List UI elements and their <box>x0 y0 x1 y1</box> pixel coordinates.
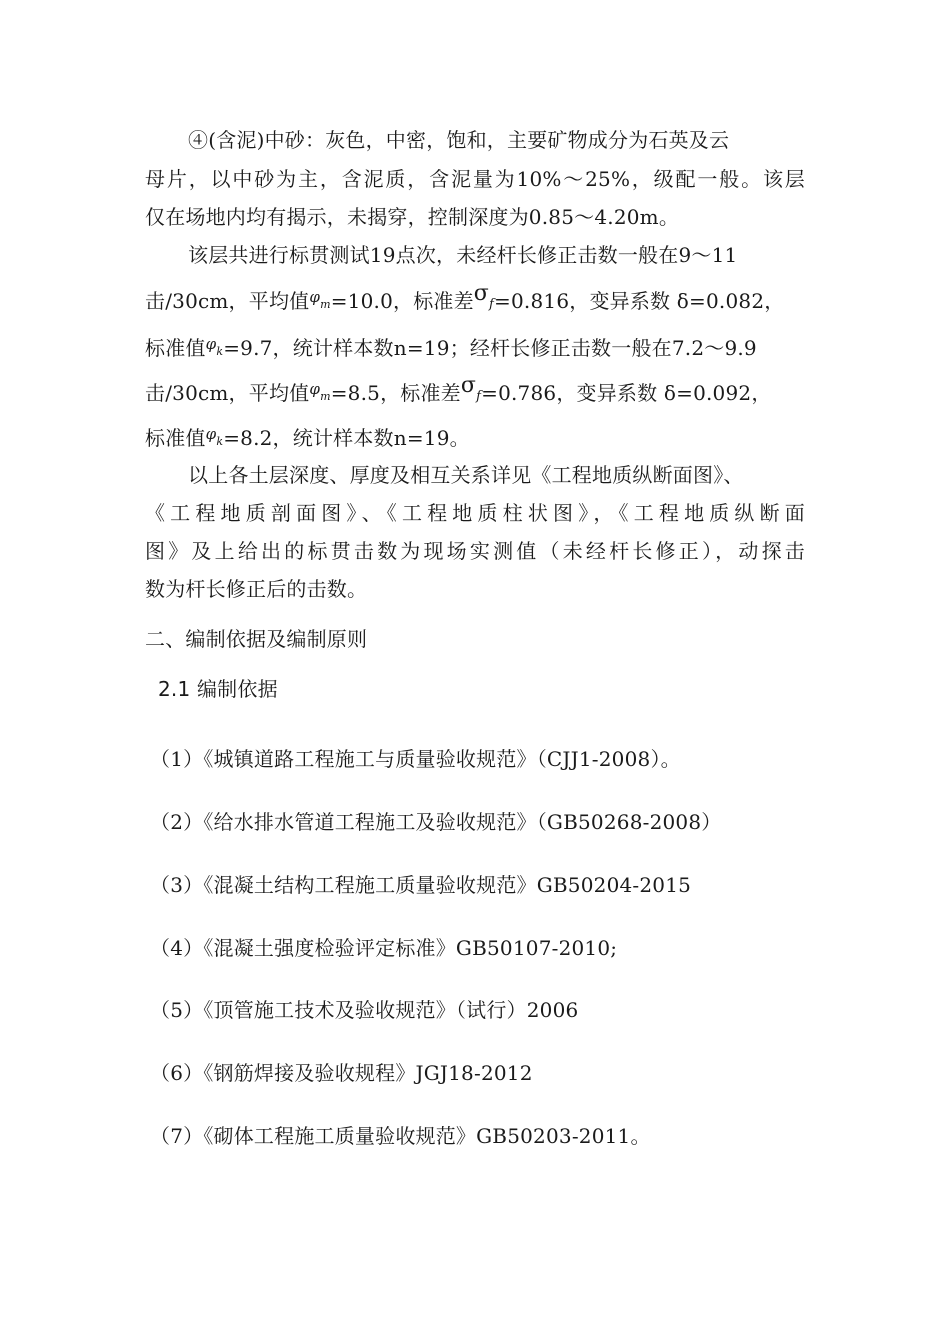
text-run: =8.5，标准差 <box>330 381 461 405</box>
subscript-m: m <box>320 298 331 311</box>
text-run: 标准值 <box>145 426 206 450</box>
reference-item: （2）《给水排水管道工程施工及验收规范》（GB50268-2008） <box>150 810 722 834</box>
sigma-symbol: σ <box>460 373 477 398</box>
reference-item: （6）《钢筋焊接及验收规程》JGJ18-2012 <box>150 1061 533 1085</box>
subscript-k: k <box>216 435 224 448</box>
paragraph-line: 仅在场地内均有揭示，未揭穿，控制深度为0.85～4.20m。 <box>145 205 680 229</box>
paragraph-line: 以上各土层深度、厚度及相互关系详见《工程地质纵断面图》、 <box>188 463 744 487</box>
paragraph-line: 图》及上给出的标贯击数为现场实测值（未经杆长修正），动探击 <box>145 539 805 563</box>
subscript-k: k <box>216 345 224 358</box>
paragraph-line <box>145 281 785 317</box>
paragraph-line: 该层共进行标贯测试19点次，未经杆长修正击数一般在9～11 <box>188 243 738 267</box>
text-run: 击/30cm，平均值 <box>145 381 310 405</box>
text-run: =10.0，标准差 <box>330 289 474 313</box>
reference-item: （4）《混凝土强度检验评定标准》GB50107-2010; <box>150 936 618 960</box>
phi-symbol: φ <box>205 335 217 353</box>
paragraph-line: ④(含泥)中砂：灰色，中密，饱和，主要矿物成分为石英及云 <box>188 128 730 152</box>
paragraph-line: 《工程地质剖面图》、《工程地质柱状图》，《工程地质纵断面 <box>145 501 805 525</box>
subscript-f: f <box>476 389 482 404</box>
reference-item: （1）《城镇道路工程施工与质量验收规范》（CJJ1-2008）。 <box>150 747 681 771</box>
paragraph-line: 数为杆长修正后的击数。 <box>145 577 368 601</box>
phi-symbol: φ <box>309 288 321 306</box>
phi-symbol: φ <box>205 425 217 443</box>
paragraph-line <box>145 336 757 364</box>
text-run: =0.816，变异系数 δ=0.082， <box>494 289 785 313</box>
reference-item: （7）《砌体工程施工质量验收规范》GB50203-2011。 <box>150 1124 651 1148</box>
subscript-f: f <box>489 297 495 312</box>
text-run: 标准值 <box>145 336 206 360</box>
text-run: =0.786，变异系数 δ=0.092， <box>481 381 772 405</box>
section-heading: 二、编制依据及编制原则 <box>145 627 368 651</box>
phi-symbol: φ <box>309 380 321 398</box>
paragraph-line <box>145 373 772 409</box>
paragraph-line <box>145 426 470 454</box>
subsection-heading: 2.1 编制依据 <box>158 677 278 701</box>
paragraph-line: 母片，以中砂为主，含泥质，含泥量为10%～25%，级配一般。该层 <box>145 167 805 191</box>
sigma-symbol: σ <box>473 281 490 306</box>
text-run: =9.7，统计样本数n=19；经杆长修正击数一般在7.2～9.9 <box>223 336 757 360</box>
reference-item: （3）《混凝土结构工程施工质量验收规范》GB50204-2015 <box>150 873 692 897</box>
text-run: =8.2，统计样本数n=19。 <box>223 426 470 450</box>
reference-item: （5）《顶管施工技术及验收规范》（试行）2006 <box>150 998 579 1022</box>
subscript-m: m <box>320 390 331 403</box>
text-run: 击/30cm，平均值 <box>145 289 310 313</box>
